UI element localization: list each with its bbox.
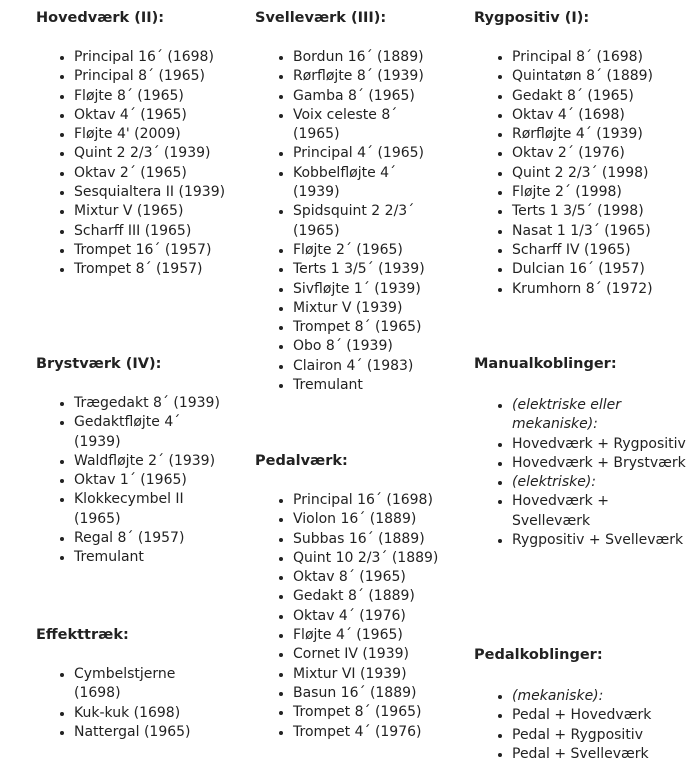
list-item <box>74 87 226 106</box>
list-item <box>512 202 694 221</box>
list-item-label: (mekaniske): <box>512 688 604 704</box>
list-item <box>74 452 226 471</box>
list-item <box>293 106 445 145</box>
list-item-label: Kuk-kuk (1698) <box>74 704 181 721</box>
list-item-label: (elektriske eller mekaniske): <box>512 397 622 433</box>
list-item <box>293 48 445 67</box>
list-item <box>293 549 455 568</box>
list-item <box>293 164 445 203</box>
list-item-label: Oktav 2´ (1965) <box>74 164 187 181</box>
list-item-label: Rørfløjte 4´ (1939) <box>512 126 643 143</box>
list-item <box>293 510 455 529</box>
list-item-label: Rygpositiv + Svelleværk <box>512 532 684 549</box>
list-item-label: (elektriske): <box>512 474 597 491</box>
list-item-label: Trompet 16´ (1957) <box>74 241 212 258</box>
list-item <box>74 164 226 183</box>
list-item-label: Oktav 2´ (1976) <box>512 145 625 162</box>
list-item-label: Principal 8´ (1698) <box>512 49 644 65</box>
list-item-label: Trompet 8´ (1965) <box>293 704 422 721</box>
section-svellevaerk <box>255 8 445 395</box>
list-item <box>74 183 226 202</box>
list-item-label: Gedakt 8´ (1965) <box>512 87 634 104</box>
list-item-label: Kobbelfløjte 4´ (1939) <box>293 164 397 201</box>
list-item <box>293 144 445 163</box>
list-item-label: Obo 8´ (1939) <box>293 338 393 355</box>
section-hovedvaerk <box>36 8 226 280</box>
section-manualkoblinger <box>474 354 689 550</box>
list-item-label: Gamba 8´ (1965) <box>293 87 415 104</box>
section-pedalkoblinger <box>474 645 694 764</box>
list-item-label: Oktav 4´ (1976) <box>293 607 406 624</box>
list-item <box>74 394 226 413</box>
list-item <box>512 67 694 86</box>
coupler-list <box>474 687 694 764</box>
list-item-label: Trompet 8´ (1965) <box>293 319 422 336</box>
list-item <box>293 299 445 318</box>
list-item <box>293 67 445 86</box>
list-item-label: Scharff IV (1965) <box>512 241 631 258</box>
list-item <box>293 491 455 510</box>
list-item-label: Klokkecymbel II (1965) <box>74 491 184 527</box>
stop-list <box>36 665 226 742</box>
list-item-label: Hovedværk + Svelleværk <box>512 493 609 529</box>
list-item-label: Regal 8´ (1957) <box>74 530 185 547</box>
list-item-label: Voix celeste 8´ (1965) <box>293 106 398 143</box>
list-item <box>74 723 226 742</box>
list-item-label: Mixtur V (1939) <box>293 299 403 316</box>
list-item <box>293 703 455 722</box>
list-item-label: Mixtur VI (1939) <box>293 665 407 682</box>
list-item <box>512 125 694 144</box>
list-item-label: Trompet 4´ (1976) <box>293 723 422 740</box>
list-item <box>512 222 694 241</box>
list-item <box>74 704 226 723</box>
list-item <box>512 396 689 435</box>
section-heading: Brystværk (IV): <box>36 356 162 372</box>
list-item-label: Fløjte 2´ (1965) <box>293 241 403 258</box>
list-item-label: Principal 4´ (1965) <box>293 145 425 162</box>
section-brystvaerk <box>36 354 226 568</box>
list-item <box>74 413 226 452</box>
list-item <box>293 357 445 376</box>
section-rygpositiv <box>474 8 694 299</box>
list-item <box>74 48 226 67</box>
list-item <box>512 260 694 279</box>
list-item-label: Hovedværk + Rygpositiv <box>512 435 686 452</box>
list-item-label: Oktav 8´ (1965) <box>293 569 406 586</box>
list-item <box>512 706 694 725</box>
list-item-label: Scharff III (1965) <box>74 222 192 239</box>
list-item-label: Pedal + Rygpositiv <box>512 726 643 743</box>
list-item <box>293 241 445 260</box>
list-item <box>512 531 689 550</box>
list-item-label: Sesquialtera II (1939) <box>74 184 226 201</box>
list-item <box>512 473 689 492</box>
list-item-label: Hovedværk + Brystværk <box>512 454 686 471</box>
list-item <box>74 490 226 529</box>
list-item <box>293 626 455 645</box>
list-item-label: Krumhorn 8´ (1972) <box>512 280 653 297</box>
list-item <box>512 492 689 531</box>
list-item-label: Cymbelstjerne (1698) <box>74 666 176 702</box>
list-item <box>293 587 455 606</box>
coupler-list <box>474 396 689 550</box>
list-item <box>293 665 455 684</box>
list-item <box>293 607 455 626</box>
list-item-label: Gedaktfløjte 4´ (1939) <box>74 414 181 450</box>
list-item <box>512 726 694 745</box>
list-item <box>512 144 694 163</box>
list-item <box>74 202 226 221</box>
list-item-label: Quintatøn 8´ (1889) <box>512 68 654 85</box>
list-item-label: Quint 2 2/3´ (1998) <box>512 164 649 181</box>
list-item-label: Clairon 4´ (1983) <box>293 357 414 374</box>
list-item-label: Terts 1 3/5´ (1939) <box>293 261 425 278</box>
list-item-label: Spidsquint 2 2/3´ (1965) <box>293 203 415 239</box>
list-item-label: Quint 10 2/3´ (1889) <box>293 549 439 566</box>
section-heading: Svelleværk (III): <box>255 10 387 26</box>
list-item <box>293 318 445 337</box>
section-heading: Pedalkoblinger: <box>474 647 603 663</box>
list-item-label: Principal 8´ (1965) <box>74 68 206 85</box>
list-item <box>293 280 445 299</box>
section-effekttraek <box>36 625 226 742</box>
list-item <box>512 183 694 202</box>
list-item <box>512 48 694 67</box>
list-item <box>293 723 455 742</box>
list-item <box>74 471 226 490</box>
list-item <box>293 260 445 279</box>
list-item <box>74 548 226 567</box>
list-item <box>74 144 226 163</box>
list-item-label: Quint 2 2/3´ (1939) <box>74 145 211 162</box>
list-item-label: Mixtur V (1965) <box>74 203 184 220</box>
list-item-label: Rørfløjte 8´ (1939) <box>293 68 424 85</box>
list-item-label: Principal 16´ (1698) <box>293 492 433 508</box>
list-item-label: Waldfløjte 2´ (1939) <box>74 452 216 469</box>
list-item-label: Subbas 16´ (1889) <box>293 530 425 547</box>
section-pedalvaerk <box>255 451 455 742</box>
list-item <box>512 687 694 706</box>
list-item-label: Oktav 1´ (1965) <box>74 472 187 489</box>
list-item <box>512 241 694 260</box>
list-item <box>74 106 226 125</box>
list-item-label: Fløjte 4' (2009) <box>74 126 181 143</box>
list-item <box>74 125 226 144</box>
list-item-label: Trompet 8´ (1957) <box>74 261 203 278</box>
list-item <box>512 87 694 106</box>
list-item-label: Pedal + Svelleværk <box>512 745 649 762</box>
list-item <box>293 645 455 664</box>
list-item <box>74 241 226 260</box>
list-item <box>293 530 455 549</box>
list-item <box>512 280 694 299</box>
list-item <box>512 745 694 764</box>
list-item <box>512 435 689 454</box>
list-item-label: Nattergal (1965) <box>74 723 191 740</box>
list-item-label: Fløjte 4´ (1965) <box>293 627 403 644</box>
list-item <box>512 454 689 473</box>
section-heading: Effekttræk: <box>36 627 129 643</box>
list-item <box>293 202 445 241</box>
stop-list <box>255 491 455 742</box>
section-heading: Manualkoblinger: <box>474 356 617 372</box>
list-item <box>74 260 226 279</box>
list-item <box>74 67 226 86</box>
section-heading: Hovedværk (II): <box>36 10 165 26</box>
list-item-label: Nasat 1 1/3´ (1965) <box>512 222 651 239</box>
list-item <box>293 87 445 106</box>
section-heading: Pedalværk: <box>255 453 348 469</box>
list-item-label: Gedakt 8´ (1889) <box>293 588 415 605</box>
list-item-label: Terts 1 3/5´ (1998) <box>512 203 644 220</box>
stop-list <box>36 48 226 280</box>
list-item-label: Sivfløjte 1´ (1939) <box>293 280 421 297</box>
list-item-label: Oktav 4´ (1698) <box>512 106 625 123</box>
list-item <box>74 529 226 548</box>
list-item-label: Oktav 4´ (1965) <box>74 106 187 123</box>
list-item <box>293 684 455 703</box>
stop-list <box>36 394 226 568</box>
section-heading: Rygpositiv (I): <box>474 10 590 26</box>
list-item-label: Basun 16´ (1889) <box>293 684 417 701</box>
list-item <box>512 164 694 183</box>
stop-list <box>255 48 445 395</box>
list-item <box>293 568 455 587</box>
list-item-label: Pedal + Hovedværk <box>512 707 652 724</box>
list-item-label: Dulcian 16´ (1957) <box>512 261 645 278</box>
list-item-label: Principal 16´ (1698) <box>74 49 214 65</box>
list-item-label: Tremulant <box>293 377 363 394</box>
list-item-label: Cornet IV (1939) <box>293 646 409 663</box>
list-item <box>512 106 694 125</box>
list-item <box>293 337 445 356</box>
list-item-label: Tremulant <box>74 549 144 566</box>
stop-list <box>474 48 694 299</box>
list-item <box>74 665 226 704</box>
list-item <box>74 222 226 241</box>
list-item-label: Fløjte 8´ (1965) <box>74 87 184 104</box>
list-item-label: Violon 16´ (1889) <box>293 511 417 528</box>
list-item-label: Trægedakt 8´ (1939) <box>74 395 220 411</box>
list-item-label: Bordun 16´ (1889) <box>293 49 424 65</box>
list-item <box>293 376 445 395</box>
list-item-label: Fløjte 2´ (1998) <box>512 184 622 201</box>
